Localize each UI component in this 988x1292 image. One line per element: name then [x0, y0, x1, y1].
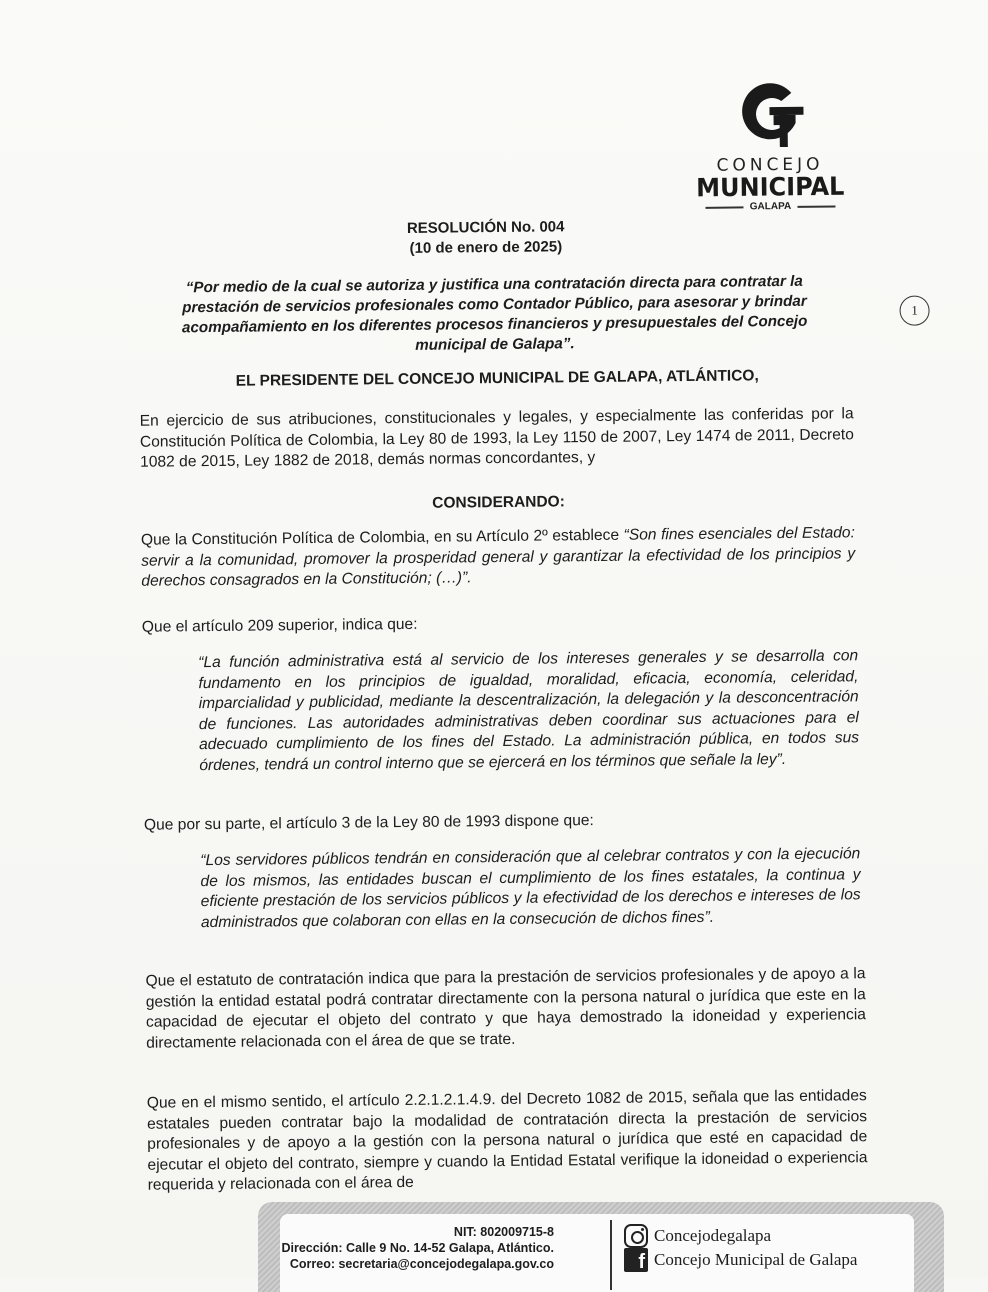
considerando-heading: CONSIDERANDO: — [432, 493, 565, 512]
instagram-handle: Concejodegalapa — [654, 1226, 772, 1245]
resolution-subject: “Por medio de la cual se autoriza y justifica una contratación directa para contratar la prestación de servicios profesionales como Contador Público, para asesorar y brindar acompañamiento en los diferentes procesos financieros y presupuestales del Concejo municipal de Galapa”. — [181, 272, 808, 354]
logo-text-concejo: CONCEJO — [716, 154, 824, 176]
paragraph-decreto: Que en el mismo sentido, el artículo 2.2.1.2.1.4.9. del Decreto 1082 de 2015, señala que las entidades estatales pueden contratar bajo la modalidad de contratación directa la prestación de servicios profesionales y de apoyo a la gestión con la persona natural o jurídica que esté en capacidad de ejecutar el objeto del contrato, siempre y cuando la Entidad Estatal verifique la idoneidad o experiencia requerida y relacionada con el área de — [146, 1087, 868, 1194]
facebook-link[interactable] — [624, 1248, 857, 1272]
intro-paragraph: En ejercicio de sus atribuciones, constitucionales y legales, y especialmente las conferidas por la Constitución Política de Colombia, la Ley 80 de 1993, la Ley 1150 de 2007, Ley 1474 de 2011, Decreto 1082 de 2015, Ley 1882 de 2018, demás normas concordantes, y — [139, 405, 854, 471]
footer-band — [258, 1202, 944, 1292]
facebook-handle: Concejo Municipal de Galapa — [654, 1250, 858, 1269]
paragraph-article-209: Que el artículo 209 superior, indica que: — [141, 615, 418, 636]
logo-text-municipal: MUNICIPAL — [696, 171, 845, 203]
footer-contact-box — [280, 1214, 914, 1292]
paragraph-constitution: Que la Constitución Política de Colombia, en su Artículo 2º establece “Son fines esenciales del Estado: servir a la comunidad, promover la prosperidad general y garantizar la efectividad de los principios y derechos consagrados en la Constitución; (…)”. — [140, 524, 856, 590]
resolution-title — [296, 216, 676, 260]
instagram-link[interactable] — [624, 1224, 857, 1248]
paragraph-estatuto: Que el estatuto de contratación indica que para la prestación de servicios profesionales y de apoyo a la gestión la entidad estatal podrá contratar directamente con la persona natural o jurídica que este en la capacidad de ejecutar el objeto del contrato y que haya demostrado la idoneidad y experiencia directamente relacionada con el área de que se trate. — [145, 965, 867, 1052]
footer-social — [624, 1224, 857, 1272]
g-logo-icon — [729, 79, 810, 150]
resolution-number: RESOLUCIÓN No. 004 — [406, 218, 565, 237]
facebook-icon: f — [624, 1248, 648, 1272]
issuer-heading: EL PRESIDENTE DEL CONCEJO MUNICIPAL DE GALAPA, ATLÁNTICO, — [235, 367, 759, 390]
quote-ley-80: “Los servidores públicos tendrán en consideración que al celebrar contratos y con la ejecución de los mismos, las entidades buscan el cumplimiento de los fines estatales, la continua y eficiente prestación de los servicios públicos y la efectividad de los derechos e intereses de los administrados que colaboran con ellas en la consecución de dichos fines”. — [200, 845, 861, 931]
instagram-icon — [624, 1224, 648, 1248]
resolution-date: (10 de enero de 2025) — [409, 238, 563, 257]
paragraph-ley-80: Que por su parte, el artículo 3 de la Ley 80 de 1993 dispone que: — [143, 812, 594, 834]
footer-address: Dirección: Calle 9 No. 14-52 Galapa, Atlántico. — [281, 1241, 554, 1255]
concejo-logo — [694, 78, 845, 213]
footer-contact-info — [234, 1224, 554, 1272]
quote-article-209: “La función administrativa está al servicio de los intereses generales y se desarrolla con fundamento en los principios de igualdad, moralidad, eficacia, economía, celeridad, imparcialidad y publicidad, mediante la descentralización, la delegación y la desconcentración de funciones. Las autoridades administrativas deben coordinar sus actuaciones para el adecuado cumplimiento de los fines del Estado. La administración pública, en todos sus órdenes, tendrá un control interno que se ejercerá en los términos que señale la ley”. — [198, 647, 860, 774]
footer-nit: NIT: 802009715-8 — [453, 1225, 554, 1239]
footer-divider — [610, 1220, 612, 1290]
logo-text-galapa: GALAPA — [695, 200, 845, 213]
page-number: 1 — [899, 295, 929, 325]
footer-email: Correo: secretaria@concejodegalapa.gov.co — [289, 1257, 554, 1271]
